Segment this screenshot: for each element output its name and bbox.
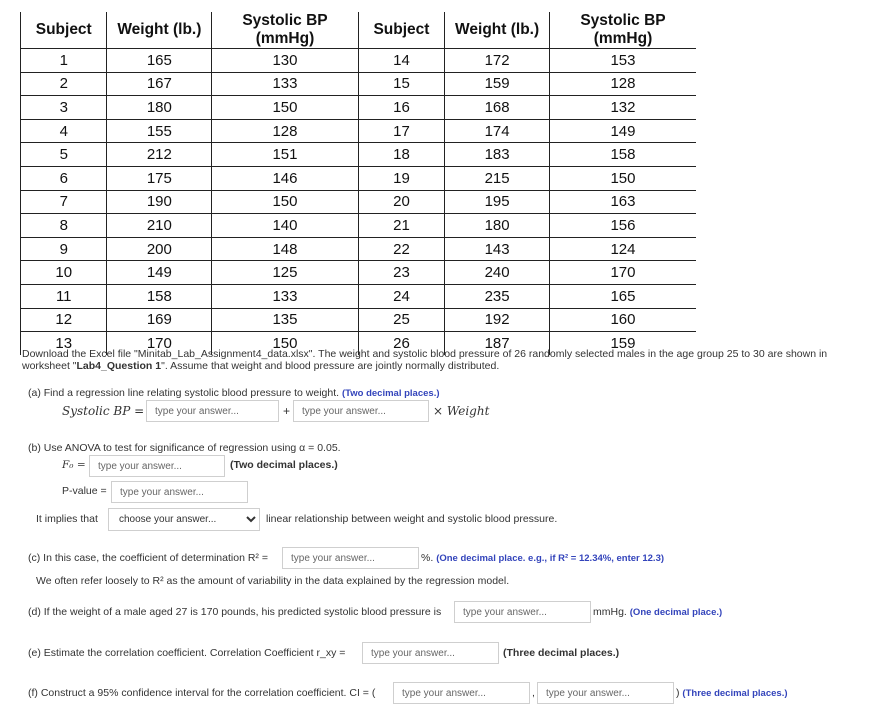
ci-comma: , bbox=[532, 687, 535, 699]
ci-close: ) (Three decimal places.) bbox=[676, 687, 788, 699]
correlation-input[interactable] bbox=[362, 642, 499, 664]
table-row bbox=[21, 96, 697, 120]
table-cell: 174 bbox=[445, 119, 550, 143]
header-subject: Subject bbox=[358, 12, 444, 49]
worksheet-name: Lab4_Question 1 bbox=[76, 360, 162, 372]
table-cell: 133 bbox=[212, 72, 358, 96]
table-row bbox=[21, 143, 697, 167]
times-weight-label: × Weight bbox=[433, 404, 490, 418]
table-cell: 212 bbox=[107, 143, 212, 167]
implies-tail-text: linear relationship between weight and systolic blood pressure. bbox=[266, 513, 558, 525]
table-cell: 128 bbox=[549, 72, 696, 96]
part-e-note: (Three decimal places.) bbox=[503, 647, 620, 659]
table-row bbox=[21, 119, 697, 143]
table-cell: 128 bbox=[212, 119, 358, 143]
table-cell: 240 bbox=[445, 261, 550, 285]
predicted-bp-input[interactable] bbox=[454, 601, 591, 623]
table-cell: 6 bbox=[21, 166, 107, 190]
table-row bbox=[21, 166, 697, 190]
table-cell: 9 bbox=[21, 237, 107, 261]
table-cell: 124 bbox=[549, 237, 696, 261]
intro-line-2: worksheet "Lab4_Question 1". Assume that weight and blood pressure are jointly normally distributed. bbox=[22, 360, 500, 372]
table-row bbox=[21, 190, 697, 214]
table-cell: 165 bbox=[107, 49, 212, 73]
systolic-bp-label: Systolic BP = bbox=[62, 404, 145, 418]
table-cell: 215 bbox=[445, 166, 550, 190]
table-cell: 168 bbox=[445, 96, 550, 120]
table-cell: 143 bbox=[445, 237, 550, 261]
table-cell: 158 bbox=[549, 143, 696, 167]
f0-input[interactable] bbox=[89, 455, 225, 477]
part-d-unit: mmHg. (One decimal place.) bbox=[593, 606, 723, 618]
table-cell: 150 bbox=[212, 332, 358, 355]
table-cell: 18 bbox=[358, 143, 444, 167]
table-cell: 4 bbox=[21, 119, 107, 143]
table-cell: 190 bbox=[107, 190, 212, 214]
table-row bbox=[21, 308, 697, 332]
table-cell: 159 bbox=[549, 332, 696, 355]
table-row bbox=[21, 214, 697, 238]
table-body bbox=[21, 49, 697, 355]
table-cell: 125 bbox=[212, 261, 358, 285]
p-value-input[interactable] bbox=[111, 481, 248, 503]
table-cell: 16 bbox=[358, 96, 444, 120]
table-cell: 210 bbox=[107, 214, 212, 238]
table-cell: 17 bbox=[358, 119, 444, 143]
table-cell: 7 bbox=[21, 190, 107, 214]
table-cell: 155 bbox=[107, 119, 212, 143]
table-cell: 169 bbox=[107, 308, 212, 332]
table-cell: 163 bbox=[549, 190, 696, 214]
part-c-note: (One decimal place. e.g., if R² = 12.34%, enter 12.3) bbox=[436, 553, 665, 564]
table-cell: 132 bbox=[549, 96, 696, 120]
table-cell: 146 bbox=[212, 166, 358, 190]
table-cell: 167 bbox=[107, 72, 212, 96]
table-row bbox=[21, 72, 697, 96]
table-cell: 5 bbox=[21, 143, 107, 167]
table-cell: 192 bbox=[445, 308, 550, 332]
part-c-prompt: (c) In this case, the coefficient of determination R² = bbox=[28, 552, 268, 564]
table-cell: 235 bbox=[445, 284, 550, 308]
ci-lower-input[interactable] bbox=[393, 682, 530, 704]
table-cell: 180 bbox=[107, 96, 212, 120]
table-cell: 14 bbox=[358, 49, 444, 73]
slope-input[interactable] bbox=[293, 400, 429, 422]
ci-upper-input[interactable] bbox=[537, 682, 674, 704]
part-f-note: (Three decimal places.) bbox=[682, 688, 788, 699]
table-cell: 151 bbox=[212, 143, 358, 167]
table-cell: 15 bbox=[358, 72, 444, 96]
table-cell: 150 bbox=[549, 166, 696, 190]
table-cell: 23 bbox=[358, 261, 444, 285]
p-value-label: P-value = bbox=[62, 485, 107, 497]
table-cell: 187 bbox=[445, 332, 550, 355]
implies-label: It implies that bbox=[36, 513, 98, 525]
table-cell: 165 bbox=[549, 284, 696, 308]
table-cell: 170 bbox=[549, 261, 696, 285]
table-cell: 19 bbox=[358, 166, 444, 190]
plus-sign: + bbox=[283, 404, 291, 418]
table-cell: 2 bbox=[21, 72, 107, 96]
table-cell: 135 bbox=[212, 308, 358, 332]
header-weight: Weight (lb.) bbox=[107, 12, 212, 49]
table-cell: 25 bbox=[358, 308, 444, 332]
header-systolic-bp: Systolic BP (mmHg) bbox=[549, 12, 696, 49]
table-cell: 175 bbox=[107, 166, 212, 190]
table-cell: 156 bbox=[549, 214, 696, 238]
table-cell: 24 bbox=[358, 284, 444, 308]
part-a-prompt: (a) Find a regression line relating systolic blood pressure to weight. (Two decimal places.) bbox=[28, 387, 440, 399]
table-row bbox=[21, 284, 697, 308]
data-table bbox=[20, 12, 696, 355]
part-c-unit: %. (One decimal place. e.g., if R² = 12.34%, enter 12.3) bbox=[421, 552, 665, 564]
table-cell: 21 bbox=[358, 214, 444, 238]
table-cell: 133 bbox=[212, 284, 358, 308]
intro-paragraph bbox=[22, 348, 862, 372]
part-c-explanation: We often refer loosely to R² as the amount of variability in the data explained by the regression model. bbox=[36, 575, 510, 587]
header-subject: Subject bbox=[21, 12, 107, 49]
intro-line-1: Download the Excel file "Minitab_Lab_Assignment4_data.xlsx". The weight and systolic blood pressure of 26 randomly selected males in the age group 25 to 30 are shown in bbox=[22, 348, 828, 360]
table-cell: 153 bbox=[549, 49, 696, 73]
table-cell: 170 bbox=[107, 332, 212, 355]
table-cell: 148 bbox=[212, 237, 358, 261]
table-cell: 13 bbox=[21, 332, 107, 355]
table-cell: 149 bbox=[549, 119, 696, 143]
table-cell: 20 bbox=[358, 190, 444, 214]
part-d-note: (One decimal place.) bbox=[629, 607, 723, 618]
f0-note: (Two decimal places.) bbox=[230, 459, 338, 471]
table-cell: 159 bbox=[445, 72, 550, 96]
table-row bbox=[21, 237, 697, 261]
table-cell: 130 bbox=[212, 49, 358, 73]
table-cell: 140 bbox=[212, 214, 358, 238]
table-cell: 183 bbox=[445, 143, 550, 167]
table-cell: 8 bbox=[21, 214, 107, 238]
table-cell: 172 bbox=[445, 49, 550, 73]
r-squared-input[interactable] bbox=[282, 547, 419, 569]
table-cell: 150 bbox=[212, 190, 358, 214]
part-f-prompt: (f) Construct a 95% confidence interval for the correlation coefficient. CI = ( bbox=[28, 687, 376, 699]
table-cell: 22 bbox=[358, 237, 444, 261]
table-row bbox=[21, 261, 697, 285]
table-cell: 149 bbox=[107, 261, 212, 285]
table-cell: 10 bbox=[21, 261, 107, 285]
table-cell: 26 bbox=[358, 332, 444, 355]
table-cell: 158 bbox=[107, 284, 212, 308]
table-cell: 11 bbox=[21, 284, 107, 308]
part-b-prompt: (b) Use ANOVA to test for significance of regression using α = 0.05. bbox=[28, 442, 341, 454]
header-systolic-bp: Systolic BP (mmHg) bbox=[212, 12, 358, 49]
table-cell: 1 bbox=[21, 49, 107, 73]
header-weight: Weight (lb.) bbox=[445, 12, 550, 49]
table-cell: 195 bbox=[445, 190, 550, 214]
table-cell: 200 bbox=[107, 237, 212, 261]
part-e-prompt: (e) Estimate the correlation coefficient. Correlation Coefficient r_xy = bbox=[28, 647, 346, 659]
table-cell: 3 bbox=[21, 96, 107, 120]
f0-label: F₀ = bbox=[62, 459, 86, 471]
table-row bbox=[21, 49, 697, 73]
table-header-row bbox=[21, 12, 697, 49]
table-cell: 160 bbox=[549, 308, 696, 332]
part-a-note: (Two decimal places.) bbox=[342, 388, 440, 399]
table-cell: 150 bbox=[212, 96, 358, 120]
table-cell: 180 bbox=[445, 214, 550, 238]
intercept-input[interactable] bbox=[146, 400, 279, 422]
table-cell: 12 bbox=[21, 308, 107, 332]
part-d-prompt: (d) If the weight of a male aged 27 is 170 pounds, his predicted systolic blood pressure is bbox=[28, 606, 442, 618]
relationship-select[interactable] bbox=[108, 508, 260, 531]
